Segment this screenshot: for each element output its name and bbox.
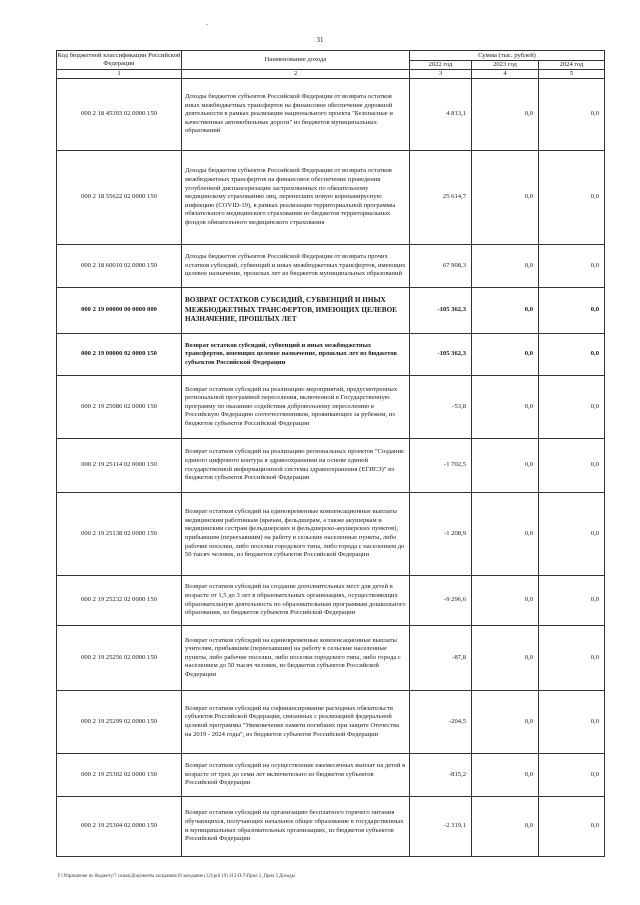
row-name: Возврат остатков субсидий на осуществление ежемесячных выплат на детей в возрасте от трех до семи лет включительно из бюджетов субъектов Российской Федерации bbox=[182, 754, 410, 797]
row-name: ВОЗВРАТ ОСТАТКОВ СУБСИДИЙ, СУБВЕНЦИЙ И ИНЫХ МЕЖБЮДЖЕТНЫХ ТРАНСФЕРТОВ, ИМЕЮЩИХ ЦЕЛЕВОЕ НАЗНАЧЕНИЕ, ПРОШЛЫХ ЛЕТ bbox=[182, 288, 410, 334]
header-year-2023: 2023 год bbox=[472, 61, 539, 70]
page-number: 31 bbox=[316, 36, 324, 44]
table-row bbox=[57, 439, 605, 493]
row-value-2023: 0,0 bbox=[472, 626, 539, 691]
row-value-2023: 0,0 bbox=[472, 493, 539, 576]
table-row bbox=[57, 797, 605, 857]
row-value-2022: 67 908,3 bbox=[410, 245, 472, 288]
row-name: Возврат остатков субсидий на реализацию мероприятий, предусмотренных региональной программой переселения, включенной в Государственную программу по оказанию содействия добровольному переселению в Российскую Федерацию соотечественников, проживающих за рубежом, из бюджетов субъектов Российской Федерации bbox=[182, 376, 410, 439]
row-value-2024: 0,0 bbox=[539, 576, 605, 626]
row-name: Возврат остатков субсидий на создание дополнительных мест для детей в возрасте от 1,5 до 3 лет в образовательных организациях, осуществляющих образовательную деятельность по образовательным программам дошкольного образования, из бюджетов субъектов Российской Федерации bbox=[182, 576, 410, 626]
table-row bbox=[57, 334, 605, 376]
row-value-2022: 4 813,1 bbox=[410, 79, 472, 151]
row-name: Возврат остатков субсидий, субвенций и иных межбюджетных трансфертов, имеющих целевое назначение, прошлых лет из бюджетов субъектов Российской Федерации bbox=[182, 334, 410, 376]
col-num-1: 1 bbox=[57, 70, 182, 79]
header-year-2024: 2024 год bbox=[539, 61, 605, 70]
table-row bbox=[57, 691, 605, 754]
row-value-2022: -1 702,5 bbox=[410, 439, 472, 493]
row-name: Возврат остатков субсидий на организацию бесплатного горячего питания обучающихся, получающих начальное общее образование в государственных и муниципальных образовательных организациях, из бюджетов субъектов Российской Федерации bbox=[182, 797, 410, 857]
col-num-3: 3 bbox=[410, 70, 472, 79]
table-row bbox=[57, 626, 605, 691]
row-code: 000 2 19 25086 02 0000 150 bbox=[57, 376, 182, 439]
header-name: Наименование дохода bbox=[182, 51, 410, 70]
row-name: Доходы бюджетов субъектов Российской Федерации от возврата остатков иных межбюджетных трансфертов на финансовое обеспечение дорожной деятельности в рамках реализации национального проекта "Безопасные и качественные автомобильные дороги" из бюджетов муниципальных образований bbox=[182, 79, 410, 151]
row-value-2024: 0,0 bbox=[539, 79, 605, 151]
row-value-2024: 0,0 bbox=[539, 376, 605, 439]
row-code: 000 2 19 25232 02 0000 150 bbox=[57, 576, 182, 626]
row-value-2022: 25 614,7 bbox=[410, 151, 472, 245]
header-sum: Сумма (тыс. рублей) bbox=[410, 51, 605, 61]
row-value-2023: 0,0 bbox=[472, 797, 539, 857]
row-value-2024: 0,0 bbox=[539, 288, 605, 334]
table-row bbox=[57, 288, 605, 334]
row-value-2022: -9 296,6 bbox=[410, 576, 472, 626]
row-name: Возврат остатков субсидий на единовременные компенсационные выплаты учителям, прибывшим (переехавшим) на работу в сельские населенные пункты, либо рабочие поселки, либо поселки городского типа, либо города с населением до 50 тысяч человек, из бюджетов субъектов Российской Федерации bbox=[182, 626, 410, 691]
row-value-2023: 0,0 bbox=[472, 376, 539, 439]
table-row bbox=[57, 493, 605, 576]
file-path-footer: F:\Управление по бюджету\7 созыв\Документы заседания\19 заседание (12)\pril 19) 313-П-7\Прил 2_Прил 5 Доходы bbox=[58, 874, 295, 879]
row-name: Доходы бюджетов субъектов Российской Федерации от возврата прочих остатков субсидий, субвенций и иных межбюджетных трансфертов, имеющих целевое назначение, прошлых лет из бюджетов муниципальных образований bbox=[182, 245, 410, 288]
row-value-2024: 0,0 bbox=[539, 334, 605, 376]
row-value-2024: 0,0 bbox=[539, 691, 605, 754]
row-code: 000 2 19 25256 02 0000 150 bbox=[57, 626, 182, 691]
row-value-2024: 0,0 bbox=[539, 151, 605, 245]
row-value-2022: -1 208,9 bbox=[410, 493, 472, 576]
row-code: 000 2 18 45393 02 0000 150 bbox=[57, 79, 182, 151]
row-code: 000 2 19 25302 02 0000 150 bbox=[57, 754, 182, 797]
revenue-table bbox=[56, 50, 605, 857]
row-value-2023: 0,0 bbox=[472, 691, 539, 754]
row-code: 000 2 18 60010 02 0000 150 bbox=[57, 245, 182, 288]
row-value-2024: 0,0 bbox=[539, 439, 605, 493]
row-code: 000 2 19 25138 02 0000 150 bbox=[57, 493, 182, 576]
row-value-2023: 0,0 bbox=[472, 245, 539, 288]
row-value-2022: -53,8 bbox=[410, 376, 472, 439]
row-code: 000 2 19 00000 00 0000 000 bbox=[57, 288, 182, 334]
table-row bbox=[57, 245, 605, 288]
row-value-2024: 0,0 bbox=[539, 626, 605, 691]
row-code: 000 2 19 25304 02 0000 150 bbox=[57, 797, 182, 857]
table-row bbox=[57, 151, 605, 245]
col-num-5: 5 bbox=[539, 70, 605, 79]
row-value-2023: 0,0 bbox=[472, 79, 539, 151]
row-value-2023: 0,0 bbox=[472, 576, 539, 626]
row-code: 000 2 19 00000 02 0000 150 bbox=[57, 334, 182, 376]
page-mark: - bbox=[206, 20, 209, 28]
row-name: Возврат остатков субсидий на единовременные компенсационные выплаты медицинским работникам (врачам, фельдшерам, а также акушеркам и медицинским сестрам фельдшерских и фельдшерско-акушерских пунктов), прибывшим (переехавшим) на работу в сельские населенные пункты, либо рабочие поселки, либо поселки городского типа, либо города с населением до 50 тысяч человек, из бюджетов субъектов Российской Федерации bbox=[182, 493, 410, 576]
row-value-2024: 0,0 bbox=[539, 797, 605, 857]
row-value-2022: -87,8 bbox=[410, 626, 472, 691]
header-code: Код бюджетной классификации Российской Федерации bbox=[57, 51, 182, 70]
row-value-2022: -105 362,3 bbox=[410, 334, 472, 376]
table-row bbox=[57, 754, 605, 797]
table-row bbox=[57, 576, 605, 626]
row-value-2023: 0,0 bbox=[472, 439, 539, 493]
row-value-2022: -204,5 bbox=[410, 691, 472, 754]
row-value-2024: 0,0 bbox=[539, 245, 605, 288]
table-row bbox=[57, 79, 605, 151]
row-code: 000 2 18 55622 02 0000 150 bbox=[57, 151, 182, 245]
row-name: Возврат остатков субсидий на софинансирование расходных обязательств субъектов Российской Федерации, связанных с реализацией федеральной целевой программы "Увековечение памяти погибших при защите Отечества на 2019 - 2024 годы", из бюджетов субъектов Российской Федерации bbox=[182, 691, 410, 754]
col-num-4: 4 bbox=[472, 70, 539, 79]
row-value-2022: -815,2 bbox=[410, 754, 472, 797]
row-code: 000 2 19 25299 02 0000 150 bbox=[57, 691, 182, 754]
row-name: Доходы бюджетов субъектов Российской Федерации от возврата остатков межбюджетных трансфертов на финансовое обеспечение проведения углубленной диспансеризации застрахованных по обязательному медицинскому страхованию лиц, перенесших новую коронавирусную инфекцию (COVID-19), в рамках реализации территориальной программы обязательного медицинского страхования из бюджетов территориальных фондов обязательного медицинского страхования bbox=[182, 151, 410, 245]
header-year-2022: 2022 год bbox=[410, 61, 472, 70]
row-value-2022: -105 362,3 bbox=[410, 288, 472, 334]
row-value-2023: 0,0 bbox=[472, 288, 539, 334]
table-row bbox=[57, 376, 605, 439]
row-value-2023: 0,0 bbox=[472, 754, 539, 797]
row-value-2022: -2 319,1 bbox=[410, 797, 472, 857]
row-name: Возврат остатков субсидий на реализацию региональных проектов "Создание единого цифрового контура в здравоохранении на основе единой государственной информационной системы здравоохранения (ЕГИСЗ)" из бюджетов субъектов Российской Федерации bbox=[182, 439, 410, 493]
col-num-2: 2 bbox=[182, 70, 410, 79]
row-value-2023: 0,0 bbox=[472, 151, 539, 245]
row-value-2024: 0,0 bbox=[539, 493, 605, 576]
row-code: 000 2 19 25114 02 0000 150 bbox=[57, 439, 182, 493]
row-value-2023: 0,0 bbox=[472, 334, 539, 376]
row-value-2024: 0,0 bbox=[539, 754, 605, 797]
